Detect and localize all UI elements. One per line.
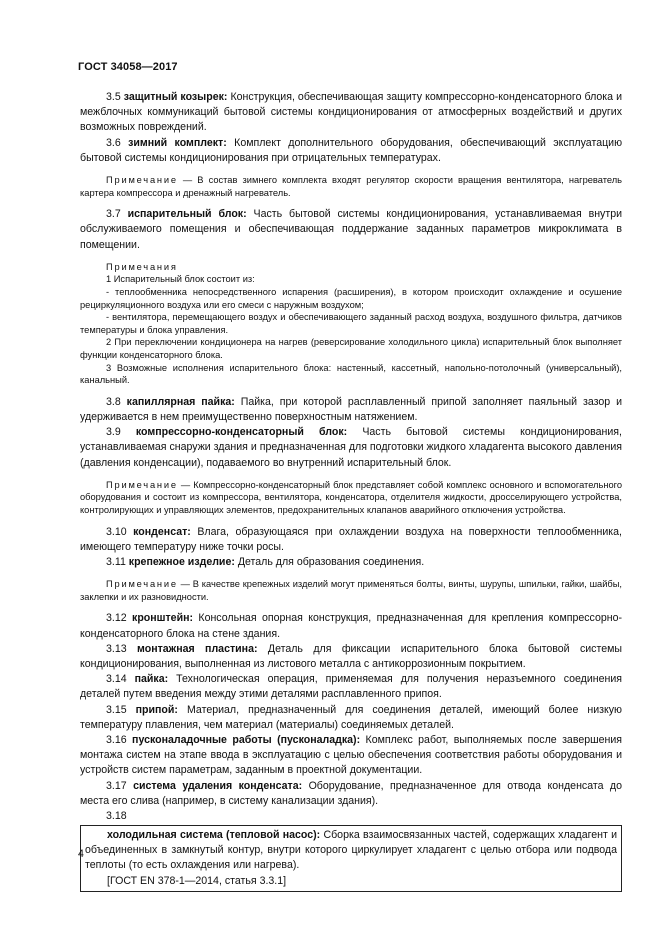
term-3-18: [85, 828, 617, 874]
term-3-17: [80, 779, 622, 809]
note-line: - вентилятора, перемещающего воздух и обеспечивающего заданный расход воздуха, воздушного фильтра, датчиков температуры и блока управления.: [80, 312, 622, 335]
note-line: - теплообменника непосредственного испарения (расширения), в котором происходит охлаждение и осушение рециркуляционного воздуха или его смеси с наружным воздухом;: [80, 287, 622, 310]
term-3-13: [80, 642, 622, 672]
note-label: Примечание: [106, 579, 178, 590]
term-name: пусконаладочные работы (пусконаладка):: [132, 733, 361, 746]
term-name: припой:: [135, 703, 178, 716]
note-label: Примечания: [106, 261, 178, 272]
term-definition: Комплекс работ, выполняемых после завершения монтажа систем на этапе ввода в эксплуатацию с целью обеспечения соответствия работы оборудования и устройств систем параметрам, заданным в проектной документации.: [80, 733, 623, 777]
term-name: холодильная система (тепловой насос):: [107, 828, 321, 841]
term-definition: Пайка, при которой расплавленный припой заполняет паяльный зазор и удерживается в нем преимущественно поверхностным натяжением.: [80, 395, 622, 423]
note-line: 3 Возможные исполнения испарительного блока: настенный, кассетный, напольно-потолочный (универсальный), канальный.: [80, 362, 622, 386]
term-name: монтажная пластина:: [137, 642, 258, 655]
note-label: Примечание: [106, 479, 178, 490]
term-3-6: [80, 136, 622, 166]
term-3-16: [80, 733, 622, 779]
term-definition: Влага, образующаяся при охлаждении воздуха на поверхности теплообменника, имеющего температуру ниже точки росы.: [80, 525, 622, 553]
term-number: 3.6: [106, 136, 129, 149]
term-number: 3.10: [106, 525, 134, 538]
term-3-15: [80, 703, 622, 733]
term-name: пайка:: [134, 673, 169, 686]
note-3-6: [80, 174, 622, 199]
term-name: конденсат:: [133, 525, 191, 538]
terms-section: [80, 90, 622, 892]
term-number: 3.7: [106, 208, 128, 221]
term-definition: Часть бытовой системы кондиционирования, устанавливаемая внутри обслуживаемого помещения и обеспечивающая поддержание заданных параметров микроклимата в помещении.: [80, 208, 623, 251]
note-label: Примечание: [106, 175, 178, 186]
term-definition: Деталь для фиксации испарительного блока бытовой системы кондиционирования, выполненная из листового металла с антикоррозионным покрытием.: [80, 642, 622, 670]
standard-header: ГОСТ 34058—2017: [78, 61, 178, 73]
note-3-11: [80, 578, 622, 603]
source-reference: [ГОСТ EN 378-1—2014, статья 3.3.1]: [107, 874, 287, 887]
term-definition: Часть бытовой системы кондиционирования, устанавливаемая снаружи здания и предназначенная для подготовки жидкого хладагента высокого давления (давления конденсации), подаваемого во внутренний испарительный блок.: [80, 426, 622, 469]
term-definition: Деталь для образования соединения.: [234, 555, 425, 568]
term-3-7: [80, 207, 622, 253]
term-3-9: [80, 425, 622, 471]
notes-3-7: [80, 261, 622, 387]
term-name: система удаления конденсата:: [133, 779, 303, 792]
term-3-5: [80, 90, 622, 136]
term-definition: Технологическая операция, применяемая для получения неразъемного соединения деталей путем введения между этими деталями расплавленного припоя.: [80, 673, 623, 701]
term-name: зимний комплект:: [128, 136, 227, 149]
term-definition: Материал, предназначенный для соединения деталей, имеющий более низкую температуру плавления, чем материал (материалы) соединяемых деталей.: [80, 703, 622, 731]
page-number: 4: [78, 848, 84, 860]
note-line: 2 При переключении кондиционера на нагрев (реверсирование холодильного цикла) испарительный блок выполняет функции конденсаторного блока.: [80, 337, 622, 360]
term-number: 3.8: [106, 395, 127, 408]
term-number: 3.17: [106, 779, 134, 792]
term-number: 3.15: [106, 703, 136, 716]
term-definition: Сборка взаимосвязанных частей, содержащих хладагент и объединенных в замкнутый контур, внутри которого циркулирует хладагент с целью отбора или подвода теплоты (то есть охлаждения или нагрева).: [85, 828, 618, 872]
term-name: компрессорно-конденсаторный блок:: [135, 426, 348, 439]
term-number: 3.14: [106, 673, 135, 686]
note-line: 1 Испарительный блок состоит из:: [106, 274, 255, 285]
term-name: испарительный блок:: [127, 208, 247, 221]
term-3-14: [80, 672, 622, 702]
term-name: капиллярная пайка:: [126, 395, 235, 408]
note-text: — В качестве крепежных изделий могут применяться болты, винты, шурупы, шпильки, гайки, шайбы, заклепки и их разновидности.: [80, 579, 622, 602]
term-name: кронштейн:: [132, 612, 194, 625]
term-3-18-box: [80, 825, 622, 892]
term-3-12: [80, 611, 622, 641]
term-name: крепежное изделие:: [128, 555, 235, 568]
term-definition: Консольная опорная конструкция, предназначенная для крепления компрессорно-конденсаторного блока на стене здания.: [80, 612, 623, 640]
term-3-8: [80, 395, 622, 425]
term-3-10: [80, 525, 622, 555]
notes-label: [80, 261, 622, 274]
term-name: защитный козырек:: [123, 91, 228, 103]
term-number: 3.13: [106, 642, 138, 655]
term-3-11: [80, 555, 622, 570]
term-number: 3.11: [106, 555, 129, 568]
term-number: 3.12: [106, 612, 133, 625]
term-number: 3.9: [106, 426, 136, 439]
term-definition: Комплект дополнительного оборудования, обеспечивающий эксплуатацию бытовой системы кондиционирования при отрицательных температурах.: [80, 136, 623, 164]
note-text: — Компрессорно-конденсаторный блок представляет собой комплекс основного и вспомогательного оборудования и состоит из компрессора, вентилятора, конденсатора, отделителя жидкости, дросселирующего устройства, контролирующих и управляющих элементов, предохранительных клапанов аварийного отключения устройства.: [80, 479, 622, 515]
term-definition: Оборудование, предназначенное для отвода конденсата до места его слива (например, в систему канализации здания).: [80, 779, 622, 807]
term-definition: Конструкция, обеспечивающая защиту компрессорно-конденсаторного блока и межблочных коммуникаций бытовой системы кондиционирования от атмосферных воздействий и других возможных повреждений.: [80, 91, 622, 134]
term-number: 3.18: [106, 809, 127, 822]
term-number: 3.5: [106, 91, 124, 103]
note-text: — В состав зимнего комплекта входят регулятор скорости вращения вентилятора, нагреватель картера компрессора и дренажный нагреватель.: [80, 175, 622, 198]
note-3-9: [80, 479, 622, 517]
term-number: 3.16: [106, 733, 133, 746]
